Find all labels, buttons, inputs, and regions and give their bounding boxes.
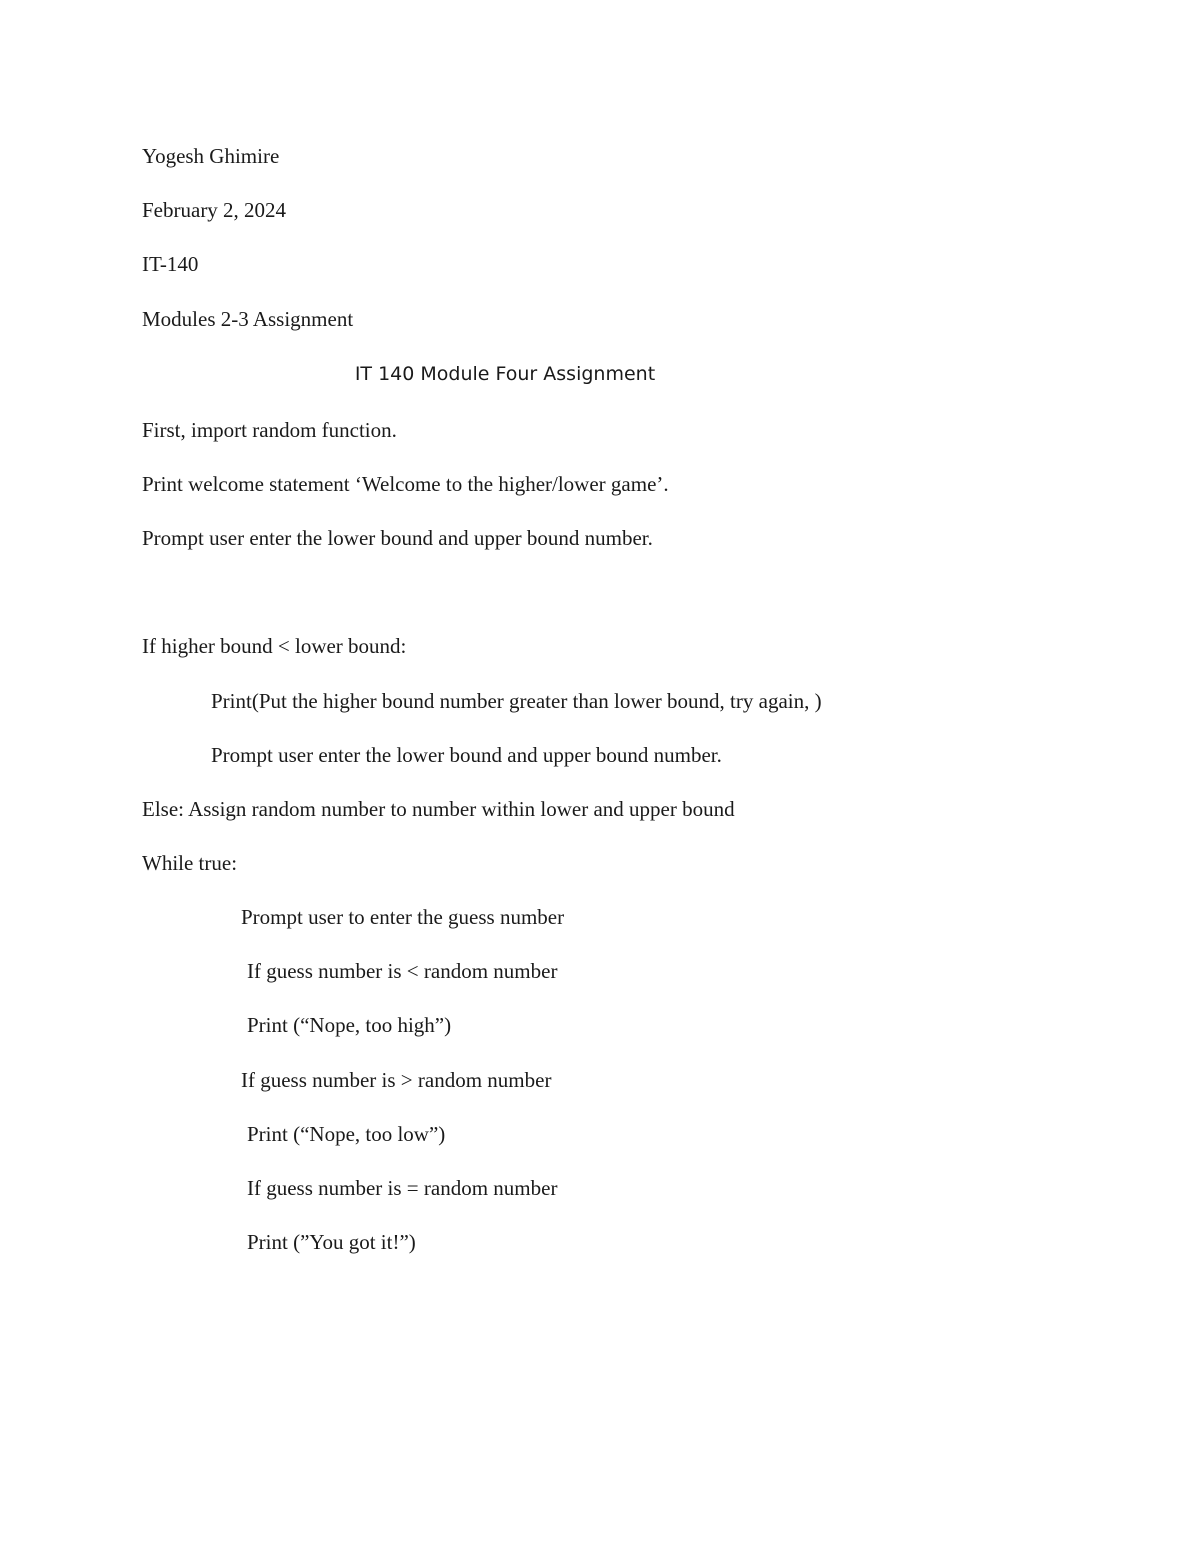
pseudocode-line: Print (”You got it!”)	[247, 1230, 416, 1254]
pseudocode-line: Print(Put the higher bound number greater than lower bound, try again, )	[211, 689, 822, 713]
pseudocode-line: Prompt user enter the lower bound and upper bound number.	[142, 526, 653, 550]
pseudocode-line: If guess number is = random number	[247, 1176, 558, 1200]
author-name: Yogesh Ghimire	[142, 144, 280, 168]
assignment-date: February 2, 2024	[142, 198, 287, 222]
pseudocode-line: Prompt user to enter the guess number	[241, 905, 565, 929]
pseudocode-line: If guess number is < random number	[247, 959, 558, 983]
pseudocode-line: First, import random function.	[142, 418, 397, 442]
document-title: IT 140 Module Four Assignment	[354, 363, 656, 385]
pseudocode-line: Prompt user enter the lower bound and upper bound number.	[211, 743, 722, 767]
pseudocode-line: If guess number is > random number	[241, 1068, 552, 1092]
assignment-name: Modules 2-3 Assignment	[142, 307, 354, 331]
pseudocode-line: Else: Assign random number to number within lower and upper bound	[142, 797, 735, 821]
pseudocode-line: If higher bound < lower bound:	[142, 634, 407, 658]
pseudocode-line: Print welcome statement ‘Welcome to the higher/lower game’.	[142, 472, 669, 496]
pseudocode-line: While true:	[142, 851, 238, 875]
course-code: IT-140	[142, 252, 199, 276]
pseudocode-line: Print (“Nope, too low”)	[247, 1122, 446, 1146]
pseudocode-line: Print (“Nope, too high”)	[247, 1013, 452, 1037]
